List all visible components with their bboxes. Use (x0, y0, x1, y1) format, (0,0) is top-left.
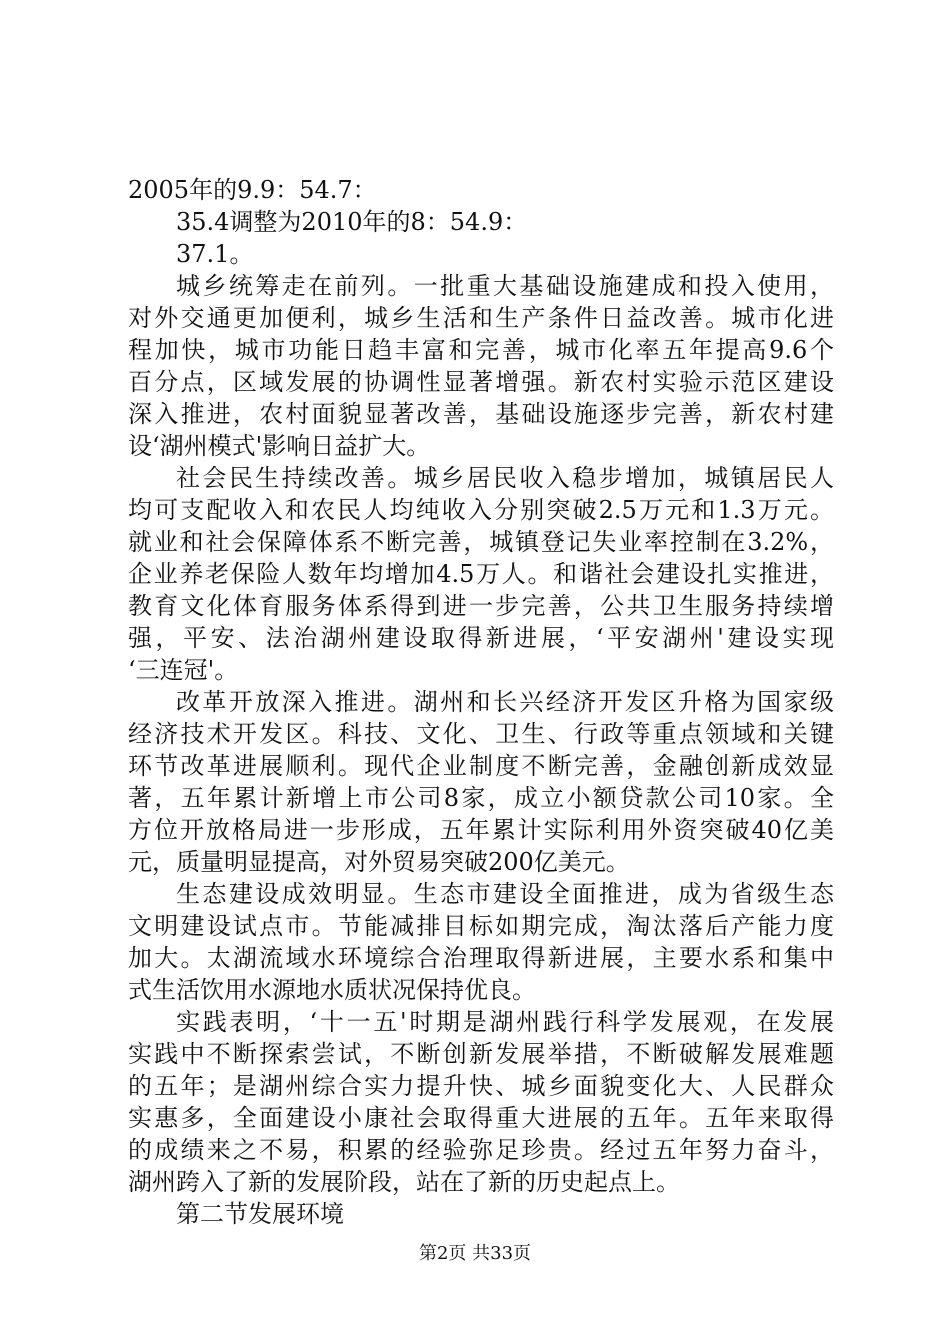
text-line: 的五年；是湖州综合实力提升快、城乡面貌变化大、人民群众 (128, 1072, 834, 1100)
text-line: 环节改革进展顺利。现代企业制度不断完善，金融创新成效显 (128, 752, 834, 780)
text-line: 加大。太湖流域水环境综合治理取得新进展，主要水系和集中 (128, 944, 834, 972)
text-line: 实惠多，全面建设小康社会取得重大进展的五年。五年来取得 (128, 1104, 834, 1132)
text-line: ‘三连冠'。 (128, 656, 239, 684)
text-line: 2005年的9.9：54.7： (128, 176, 377, 204)
text-line: 35.4调整为2010年的8：54.9： (176, 208, 528, 236)
text-line: 式生活饮用水源地水质状况保持优良。 (128, 976, 536, 1004)
text-line: 方位开放格局进一步形成，五年累计实际利用外资突破40亿美 (128, 816, 834, 844)
text-line: 对外交通更加便利，城乡生活和生产条件日益改善。城市化进 (128, 304, 834, 332)
document-body (128, 174, 834, 1230)
page-footer: 第2页 共33页 (418, 1243, 532, 1264)
text-line: 百分点，区域发展的协调性显著增强。新农村实验示范区建设 (128, 368, 834, 396)
text-line: 文明建设试点市。节能减排目标如期完成，淘汰落后产能力度 (128, 912, 834, 940)
text-line: 生态建设成效明显。生态市建设全面推进，成为省级生态 (176, 880, 834, 908)
text-line: 元，质量明显提高，对外贸易突破200亿美元。 (128, 848, 630, 876)
text-line: 37.1。 (176, 240, 254, 268)
text-line: 经济技术开发区。科技、文化、卫生、行政等重点领域和关键 (128, 720, 834, 748)
text-line: 就业和社会保障体系不断完善，城镇登记失业率控制在3.2%， (128, 528, 834, 556)
text-line: 的成绩来之不易，积累的经验弥足珍贵。经过五年努力奋斗， (128, 1136, 834, 1164)
text-line: 企业养老保险人数年均增加4.5万人。和谐社会建设扎实推进， (128, 560, 834, 588)
text-line: 强，平安、法治湖州建设取得新进展，‘平安湖州'建设实现 (128, 624, 834, 652)
text-line: 实践表明，‘十一五'时期是湖州践行科学发展观，在发展 (176, 1008, 834, 1036)
text-line: 改革开放深入推进。湖州和长兴经济开发区升格为国家级 (176, 688, 834, 716)
text-line: 第二节发展环境 (176, 1200, 344, 1228)
text-line: 城乡统筹走在前列。一批重大基础设施建成和投入使用， (176, 272, 834, 300)
text-line: 社会民生持续改善。城乡居民收入稳步增加，城镇居民人 (176, 464, 834, 492)
text-line: 均可支配收入和农民人均纯收入分别突破2.5万元和1.3万元。 (128, 496, 834, 524)
text-line: 实践中不断探索尝试，不断创新发展举措，不断破解发展难题 (128, 1040, 834, 1068)
text-line: 著，五年累计新增上市公司8家，成立小额贷款公司10家。全 (128, 784, 834, 812)
text-line: 设‘湖州模式'影响日益扩大。 (128, 432, 431, 460)
text-line: 教育文化体育服务体系得到进一步完善，公共卫生服务持续增 (128, 592, 834, 620)
text-line: 湖州跨入了新的发展阶段，站在了新的历史起点上。 (128, 1168, 680, 1196)
text-line: 深入推进，农村面貌显著改善，基础设施逐步完善，新农村建 (128, 400, 834, 428)
text-line: 程加快，城市功能日趋丰富和完善，城市化率五年提高9.6个 (128, 336, 834, 364)
